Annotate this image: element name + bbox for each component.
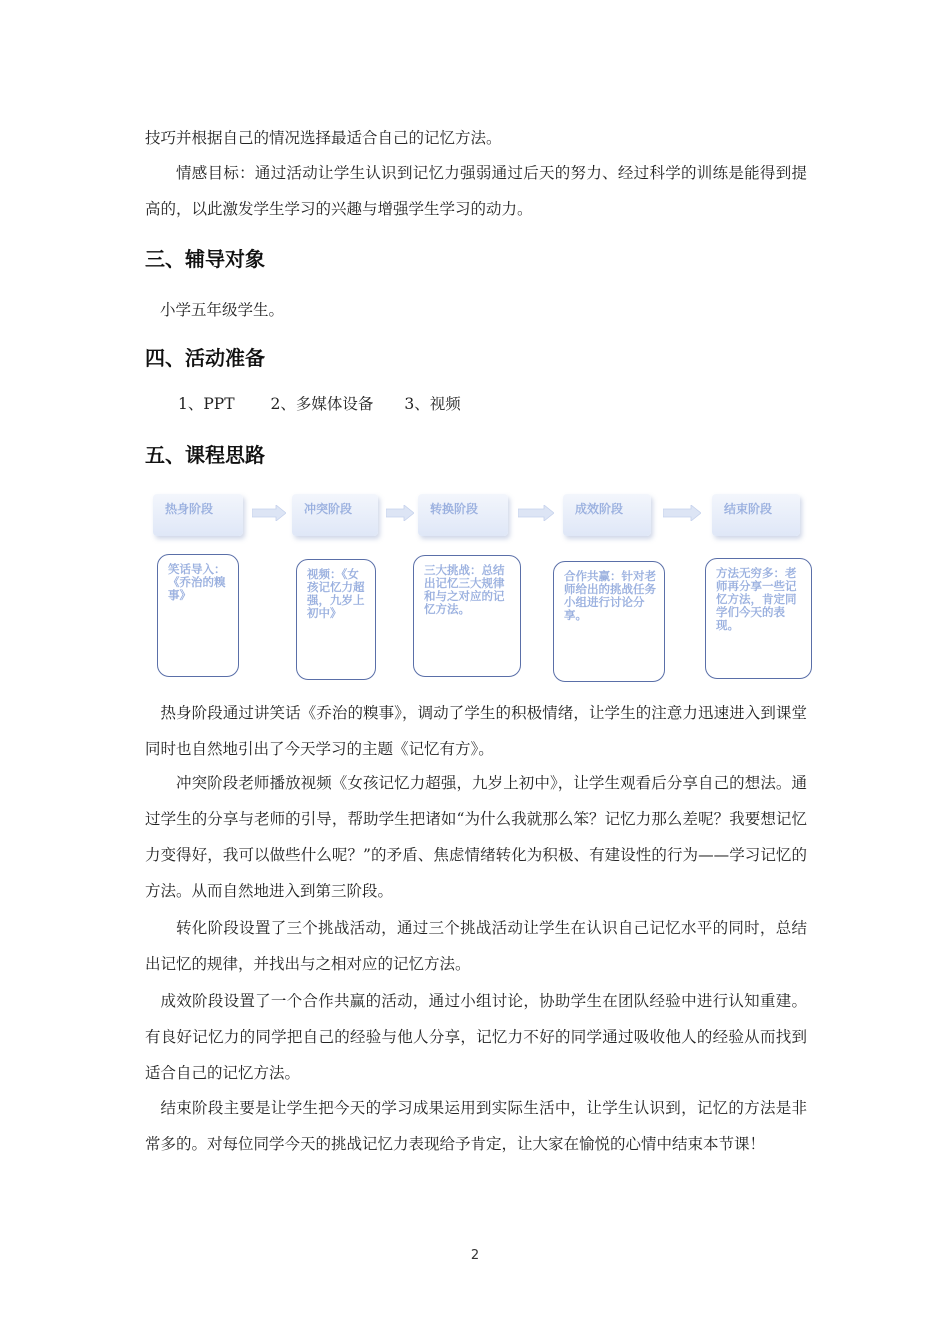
stage-conflict: 冲突阶段: [292, 494, 378, 536]
heading-prep: 四、活动准备: [145, 346, 265, 370]
stage-effect: 成效阶段: [563, 494, 651, 536]
arrow-2: [386, 505, 414, 521]
paragraph-warmup: 热身阶段通过讲笑话《乔治的糗事》，调动了学生的积极情绪，让学生的注意力迅速进入到课堂同时也自然地引出了今天学习的主题《记忆有方》。: [145, 704, 807, 758]
paragraph-emotion-goal: 情感目标：通过活动让学生认识到记忆力强弱通过后天的努力、经过科学的训练是能得到提高的，以此激发学生学习的兴趣与增强学生学习的动力。: [145, 164, 807, 218]
paragraph-effect: 成效阶段设置了一个合作共赢的活动，通过小组讨论，协助学生在团队经验中进行认知重建。有良好记忆力的同学把自己的经验与他人分享，记忆力不好的同学通过吸收他人的经验从而找到适合自己的记忆方法。: [145, 992, 807, 1082]
paragraph-conflict: 冲突阶段老师播放视频《女孩记忆力超强，九岁上初中》，让学生观看后分享自己的想法。通过学生的分享与老师的引导，帮助学生把诸如“为什么我就那么笨？记忆力那么差呢？我要想记忆力变得好，我可以做些什么呢？”的矛盾、焦虑情绪转化为积极、有建设性的行为——学习记忆的方法。从而自然地进入到第三阶段。: [145, 774, 807, 900]
arrow-1: [252, 505, 286, 521]
stage-transform: 转换阶段: [418, 494, 508, 536]
stage-end: 结束阶段: [712, 494, 800, 536]
stage-warmup: 热身阶段: [153, 494, 243, 536]
detail-warmup: 笑话导入：《乔治的糗事》: [157, 554, 239, 677]
detail-end: 方法无穷多：老师再分享一些记忆方法，肯定同学们今天的表现。: [705, 558, 812, 679]
heading-target: 三、辅导对象: [145, 247, 265, 271]
paragraph-end: 结束阶段主要是让学生把今天的学习成果运用到实际生活中，让学生认识到，记忆的方法是非常多的。对每位同学今天的挑战记忆力表现给予肯定，让大家在愉悦的心情中结束本节课！: [145, 1099, 807, 1153]
arrow-3: [518, 505, 554, 521]
detail-effect: 合作共赢：针对老师给出的挑战任务小组进行讨论分享。: [553, 561, 665, 682]
paragraph-prep: 1、PPT 2、多媒体设备 3、视频: [178, 395, 461, 413]
detail-conflict: 视频：《女孩记忆力超强，九岁上初中》: [296, 559, 376, 680]
heading-course-plan: 五、课程思路: [145, 443, 265, 467]
paragraph-skills: 技巧并根据自己的情况选择最适合自己的记忆方法。: [145, 129, 502, 147]
detail-transform: 三大挑战：总结出记忆三大规律和与之对应的记忆方法。: [413, 555, 521, 677]
page-number: 2: [470, 1248, 480, 1263]
arrow-4: [663, 505, 701, 521]
paragraph-transform: 转化阶段设置了三个挑战活动，通过三个挑战活动让学生在认识自己记忆水平的同时，总结出记忆的规律，并找出与之相对应的记忆方法。: [145, 919, 807, 973]
paragraph-target: 小学五年级学生。: [160, 301, 285, 319]
